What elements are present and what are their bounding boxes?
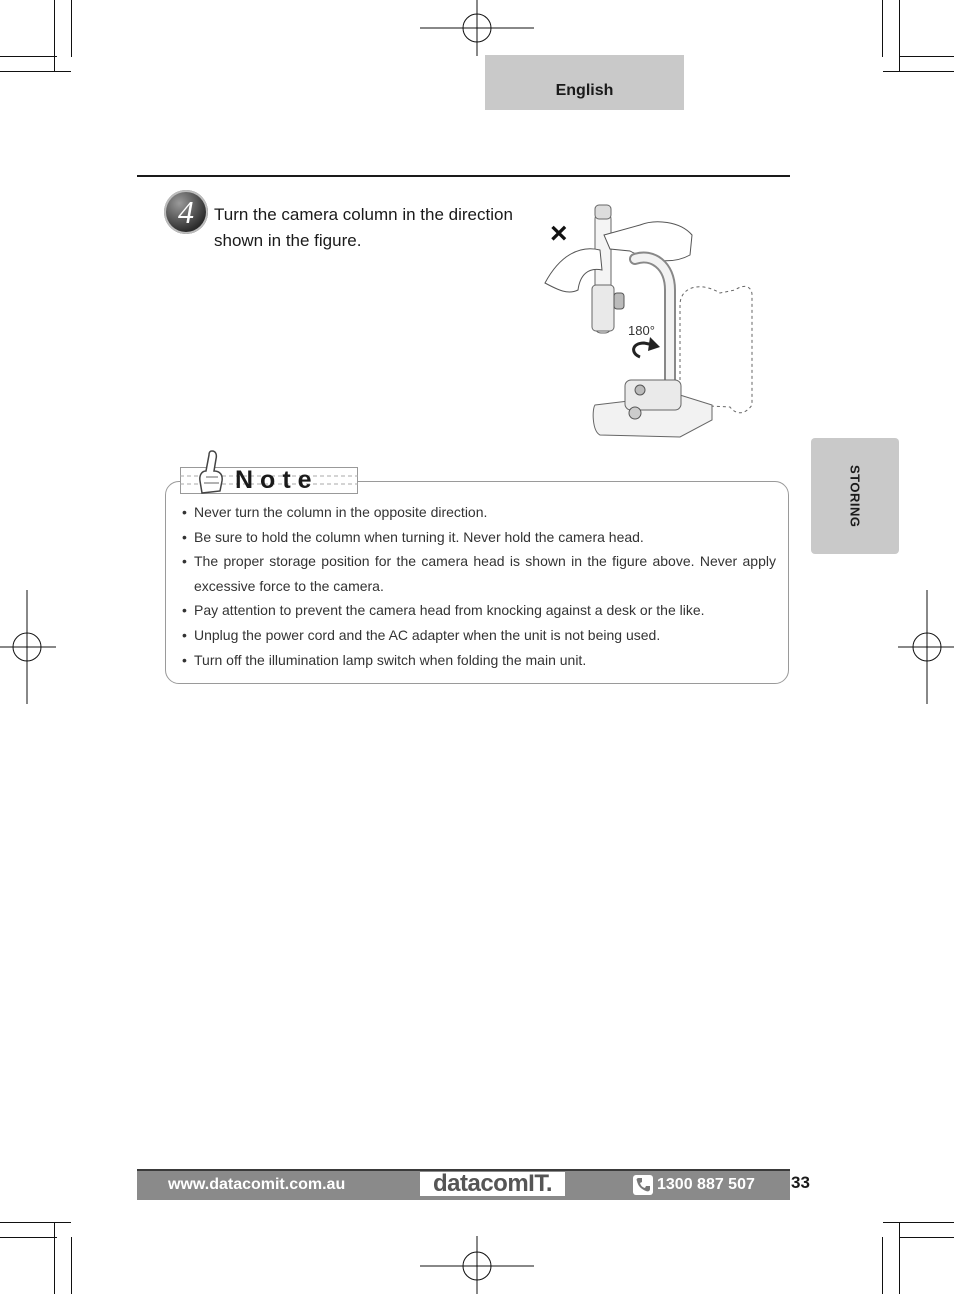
registration-target-top: [420, 0, 534, 60]
registration-target-bottom: [420, 1236, 534, 1294]
registration-target-right: [898, 590, 954, 704]
note-item: • Never turn the column in the opposite direction.: [178, 500, 776, 525]
language-tab: English: [485, 55, 684, 110]
pointing-finger-icon: [194, 449, 226, 495]
phone-icon: [633, 1175, 653, 1195]
camera-folding-illustration: [540, 195, 760, 450]
brand-logo: datacomIT.: [420, 1172, 565, 1196]
page-number: 33: [791, 1173, 810, 1192]
wrong-direction-mark: ×: [550, 217, 568, 250]
note-item: • Unplug the power cord and the AC adapter when the unit is not being used.: [178, 623, 776, 648]
footer-website: www.datacomit.com.au: [168, 1176, 346, 1193]
note-item: • Turn off the illumination lamp switch when folding the main unit.: [178, 648, 776, 673]
side-tab-label: STORING: [847, 464, 863, 528]
step-number-badge: 4: [164, 190, 208, 234]
note-item: • Pay attention to prevent the camera head from knocking against a desk or the like.: [178, 598, 776, 623]
note-item: • Be sure to hold the column when turning it. Never hold the camera head.: [178, 525, 776, 550]
footer-phone: 1300 887 507: [657, 1176, 755, 1193]
note-title: Note: [235, 466, 319, 494]
section-side-tab: [811, 438, 899, 554]
rotation-angle-label: 180°: [628, 323, 655, 338]
note-list: [178, 500, 776, 672]
step-instruction: Turn the camera column in the direction shown in the figure.: [214, 205, 513, 250]
registration-target-left: [0, 590, 56, 704]
section-divider: [137, 175, 790, 177]
note-item: • The proper storage position for the camera head is shown in the figure above. Never apply excessive force to the camera.: [178, 549, 776, 598]
